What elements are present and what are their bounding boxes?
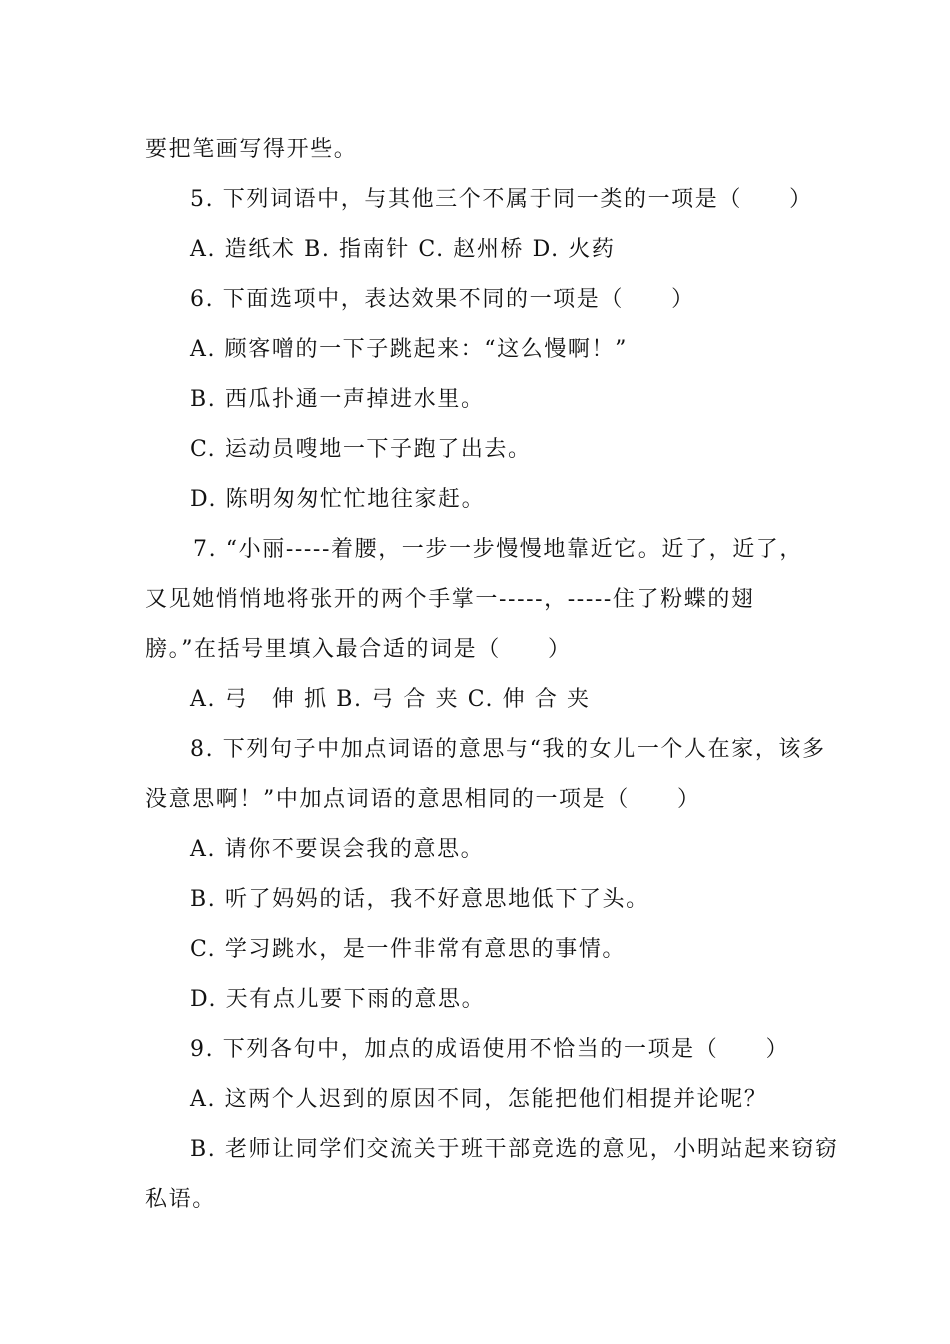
question-6-option-b: B. 西瓜扑通一声掉进水里。 [190,387,485,412]
question-8-line-1: 8. 下列句子中加点词语的意思与“我的女儿一个人在家，该多 [190,737,826,762]
question-5-options: A. 造纸术 B. 指南针 C. 赵州桥 D. 火药 [190,237,616,262]
question-8-line-2: 没意思啊！”中加点词语的意思相同的一项是（ ） [145,787,701,812]
question-5: 5. 下列词语中，与其他三个不属于同一类的一项是（ ） [190,187,813,212]
text-line: 要把笔画写得开些。 [145,137,358,162]
question-7-line-2: 又见她悄悄地将张开的两个手掌一-----，-----住了粉蝶的翅 [145,587,755,612]
question-6: 6. 下面选项中，表达效果不同的一项是（ ） [190,287,695,312]
question-7-line-3: 膀。”在括号里填入最合适的词是（ ） [145,637,572,662]
question-6-option-c: C. 运动员嗖地一下子跑了出去。 [190,437,532,462]
question-9-option-b-line-2: 私语。 [145,1187,216,1212]
question-8-option-a: A. 请你不要误会我的意思。 [190,837,485,862]
question-8-option-c: C. 学习跳水，是一件非常有意思的事情。 [190,937,627,962]
question-8-option-b: B. 听了妈妈的话，我不好意思地低下了头。 [190,887,650,912]
question-9: 9. 下列各句中，加点的成语使用不恰当的一项是（ ） [190,1037,790,1062]
question-8-option-d: D. 天有点儿要下雨的意思。 [190,987,486,1012]
question-6-option-d: D. 陈明匆匆忙忙地往家赶。 [190,487,486,512]
question-6-option-a: A. 顾客噌的一下子跳起来：“这么慢啊！” [190,337,628,362]
question-7-line-1: 7. “小丽-----着腰，一步一步慢慢地靠近它。近了，近了， [193,537,803,562]
question-7-options: A. 弓 伸 抓 B. 弓 合 夹 C. 伸 合 夹 [190,687,591,712]
question-9-option-b-line-1: B. 老师让同学们交流关于班干部竞选的意见，小明站起来窃窃 [190,1137,839,1162]
question-9-option-a: A. 这两个人迟到的原因不同，怎能把他们相提并论呢？ [190,1087,768,1112]
